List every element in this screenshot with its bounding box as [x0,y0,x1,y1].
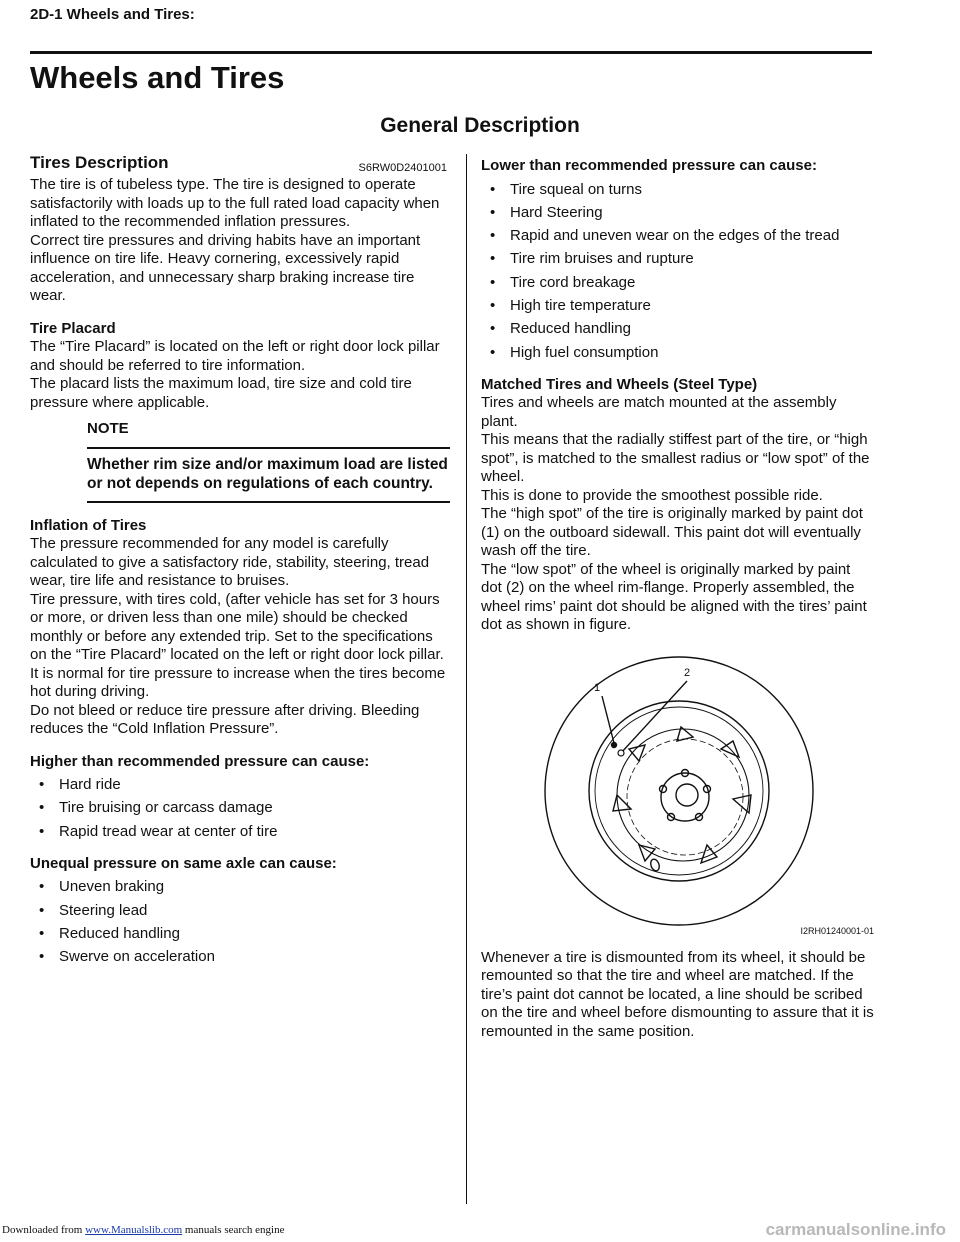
matched-heading: Matched Tires and Wheels (Steel Type) [481,375,758,393]
paragraph: It is normal for tire pressure to increase when the tires become hot during driving. [30,664,446,700]
unequal-pressure-heading: Unequal pressure on same axle can cause: [30,854,337,872]
wheel-face [617,729,749,861]
unequal-pressure-list [30,877,450,966]
inflation-heading: Inflation of Tires [30,516,147,534]
callout-1: 1 [594,681,601,694]
tire-outer [545,657,813,925]
hub-center [676,784,698,806]
footer-source [2,1224,284,1236]
list-item: • High fuel consumption [481,343,874,362]
left-column [30,154,450,967]
watermark: carmanualsonline.info [765,1220,946,1239]
wheel-face-inner [627,739,743,855]
paragraph: This is done to provide the smoothest possible ride. [481,486,823,504]
list-item: • High tire temperature [481,296,874,315]
wheel-figure [481,649,874,941]
note-text: Whether rim size and/or maximum load are listed or not depends on regulations of each country. [87,449,450,503]
callout-2: 2 [684,666,691,679]
lower-pressure-list [481,180,874,362]
paragraph: Correct tire pressures and driving habits have an important influence on tire life. Heavy cornering, excessively rapid acceleration, and unnecessary sharp braking increase tire wear. [30,231,421,304]
footer-suffix: manuals search engine [182,1224,285,1236]
closing-paragraph: Whenever a tire is dismounted from its wheel, it should be remounted so that the tire and wheel are matched. If the tire’s paint dot cannot be located, a line should be scribed on the tire and wheel before dismounting to assure that it is remounted in the same position. [481,948,874,1040]
note-title: NOTE [87,420,450,449]
section-title: General Description [380,114,580,137]
section-code: S6RW0D2401001 [358,162,447,174]
wheel-diagram [481,649,874,929]
tires-description-heading: Tires Description [30,153,169,172]
higher-pressure-heading: Higher than recommended pressure can cause: [30,752,370,770]
list-item: • Tire squeal on turns [481,180,874,199]
footer [0,1220,960,1242]
paragraph: The tire is of tubeless type. The tire is designed to operate satisfactorily with loads up to the full rated load capacity when inflated to the recommended inflation pressures. [30,176,440,230]
tires-description-heading-row [30,154,450,176]
rim-outer [589,701,769,881]
list-item: • Hard Steering [481,203,874,222]
list-item: • Tire cord breakage [481,273,874,292]
paragraph: Tire pressure, with tires cold, (after vehicle has set for 3 hours or more, or driven less than one mile) should be checked monthly or before any extended trip. Set to the specifications on the “Tire Placard” located on the left or right door lock pillar. [30,590,444,663]
paragraph: Do not bleed or reduce tire pressure after driving. Bleeding reduces the “Cold Inflation Pressure”. [30,701,420,737]
hub [661,773,709,821]
higher-pressure-list [30,775,450,841]
paragraph: The “high spot” of the tire is originally marked by paint dot (1) on the outboard sidewall. This paint dot will eventually wash off the tire. [481,505,863,560]
paragraph: The pressure recommended for any model is carefully calculated to give a satisfactory ride, stability, steering, tread wear, tire life and resistance to bruises. [30,535,430,589]
figure-caption: I2RH01240001-01 [800,926,874,937]
footer-prefix: Downloaded from [2,1224,86,1236]
list-item: • Hard ride [30,775,450,794]
list-item: • Reduced handling [481,319,874,338]
note-box [87,420,450,503]
paragraph: The “low spot” of the wheel is originally marked by paint dot (2) on the wheel rim-flange. Properly assembled, the wheel rims’ paint dot should be aligned with the tires’ paint dot as shown in figure. [481,560,867,634]
right-column [481,154,874,1041]
list-item: • Steering lead [30,901,450,920]
list-item: • Swerve on acceleration [30,947,450,966]
page-header: 2D-1 Wheels and Tires: [30,6,195,23]
list-item: • Rapid and uneven wear on the edges of the tread [481,226,874,245]
rim-paint-dot [618,750,624,756]
paragraph: This means that the radially stiffest part of the tire, or “high spot”, is matched to the smallest radius or “low spot” of the wheel. [481,431,870,486]
header-rule [30,51,872,54]
list-item: • Tire rim bruises and rupture [481,249,874,268]
manualslib-link[interactable]: www.Manualslib.com [85,1224,183,1236]
paragraph: The placard lists the maximum load, tire size and cold tire pressure where applicable. [30,375,412,411]
tire-paint-dot [611,742,617,748]
placard-heading: Tire Placard [30,319,116,337]
list-item: • Uneven braking [30,877,450,896]
list-item: • Rapid tread wear at center of tire [30,822,450,841]
page-title: Wheels and Tires [30,60,285,95]
paragraph: Tires and wheels are match mounted at the assembly plant. [481,394,837,430]
list-item: • Tire bruising or carcass damage [30,798,450,817]
column-divider [466,154,467,1204]
lower-pressure-heading: Lower than recommended pressure can cause: [481,157,817,174]
paragraph: The “Tire Placard” is located on the left or right door lock pillar and should be referred to tire information. [30,338,440,374]
list-item: • Reduced handling [30,924,450,943]
